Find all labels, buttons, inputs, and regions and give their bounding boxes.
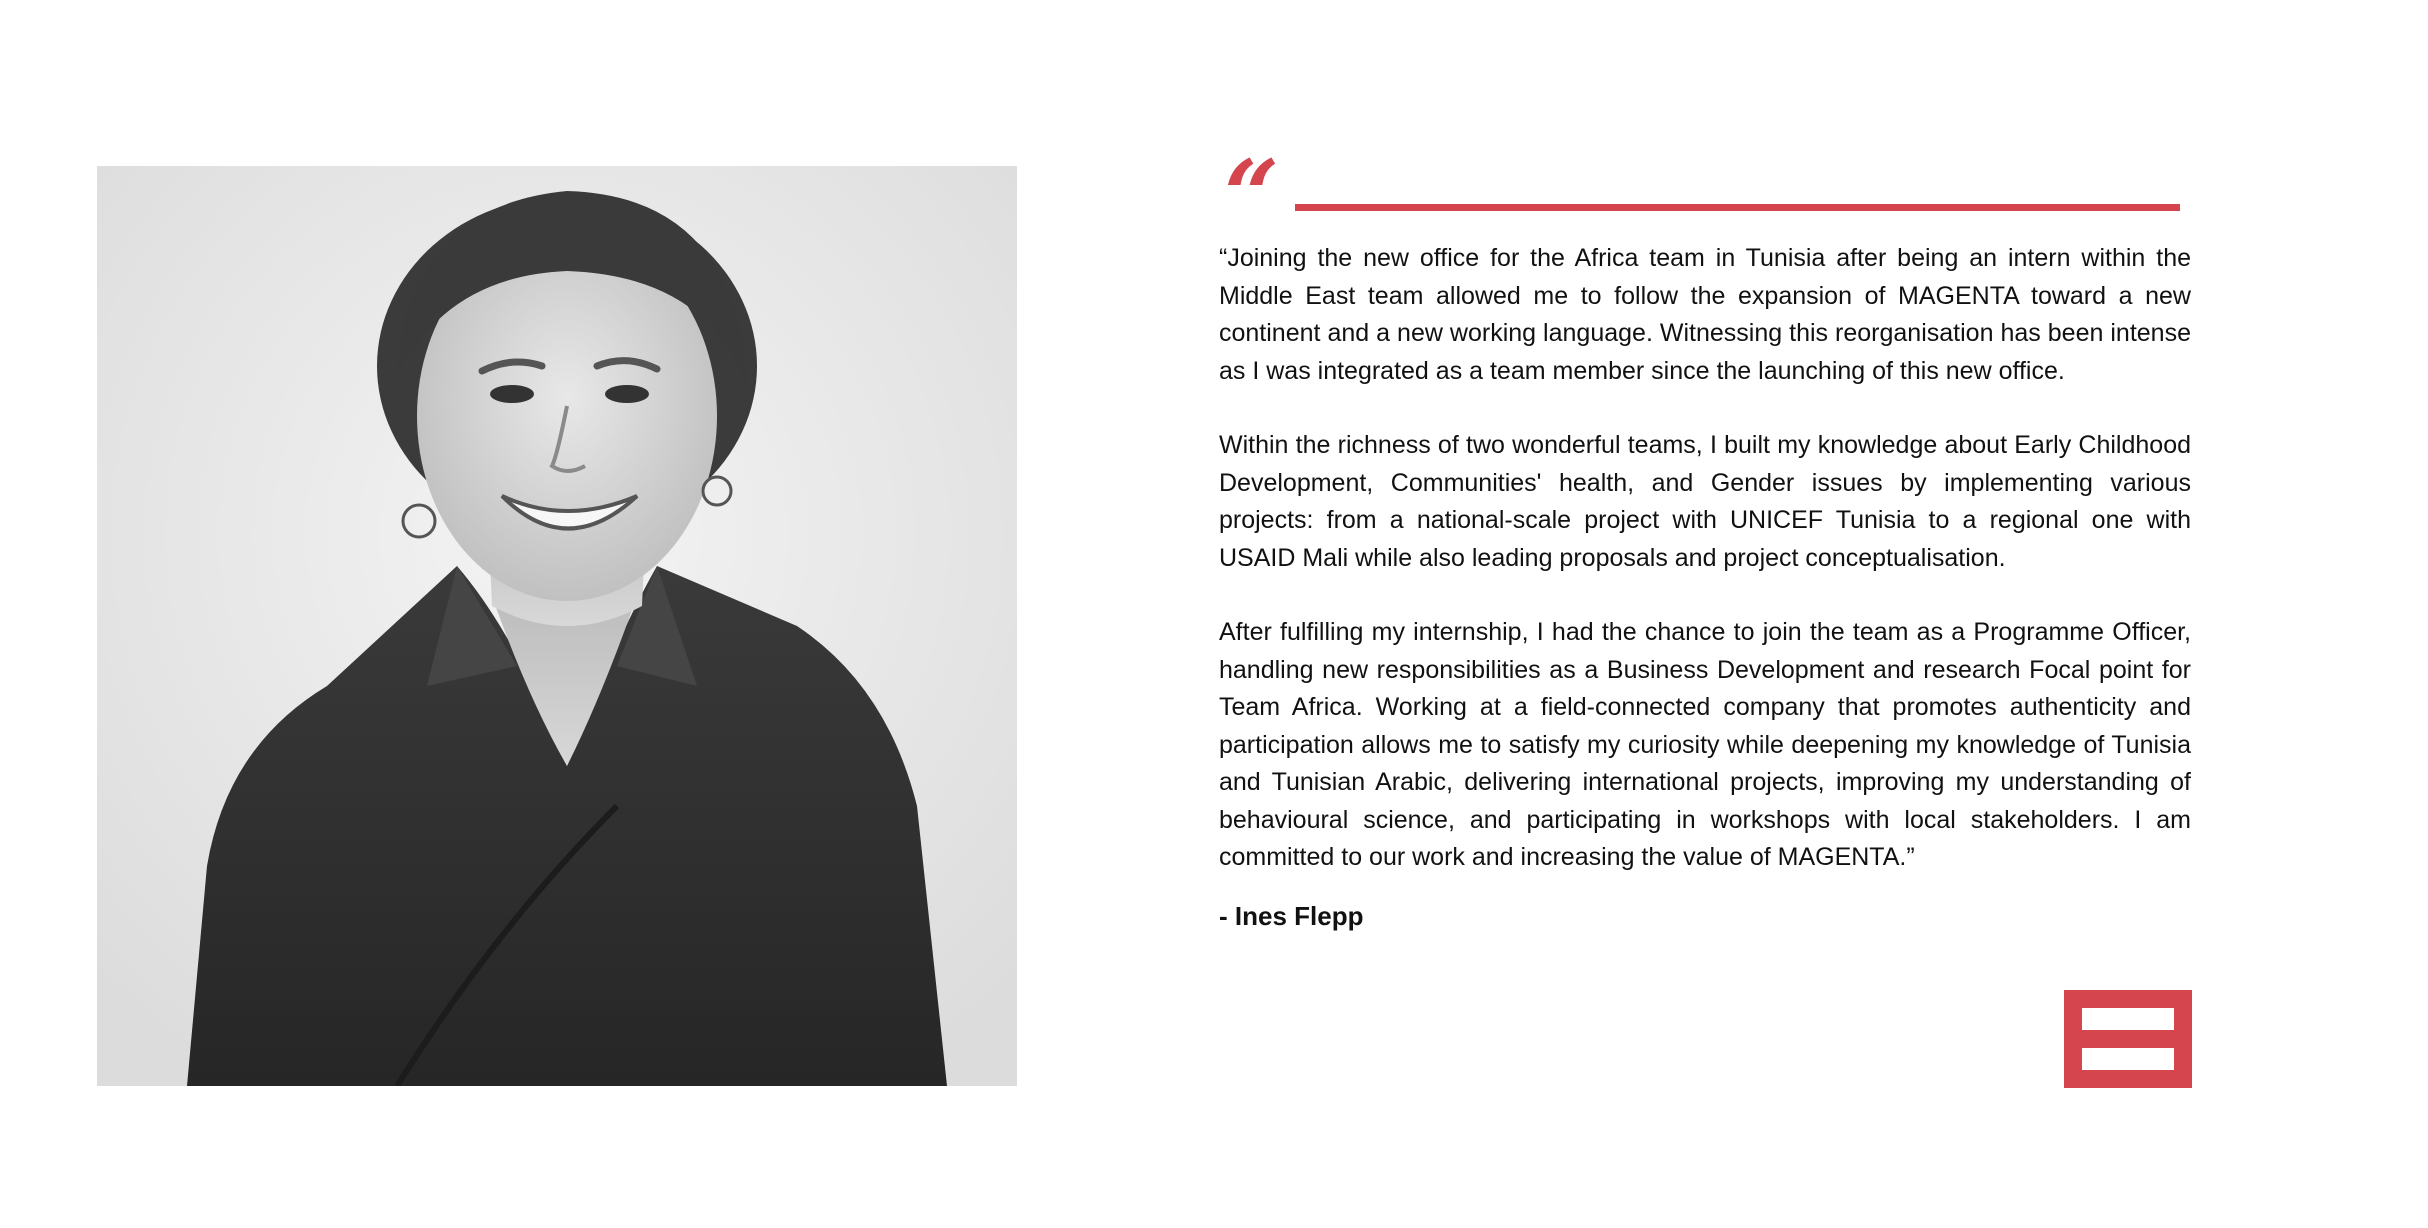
logo-bar-bottom [2082,1048,2174,1070]
quote-paragraph-2: Within the richness of two wonderful teams, I built my knowledge about Early Childhood Development, Communities' health, and Gender issues by implementing various projects: from a national-scale project with UNICEF Tunisia to a regional one with USAID Mali while also leading proposals and project conceptualisation. [1219,431,2191,572]
quote-author: - Ines Flepp [1219,900,1364,931]
quote-divider [1295,204,2180,211]
testimonial-quote [1219,139,2191,932]
logo-bar-top [2082,1008,2174,1030]
magenta-equals-logo [2064,990,2192,1088]
quote-body [1219,240,2191,877]
portrait-photo [97,166,1017,1086]
quote-header [1219,139,2191,252]
quote-paragraph-3: After fulfilling my internship, I had the chance to join the team as a Programme Officer, handling new responsibilities as a Business Development and research Focal point for Team Africa. Working at a field-connected company that promotes authenticity and participation allows me to satisfy my curiosity while deepening my knowledge of Tunisia and Tunisian Arabic, delivering international projects, improving my understanding of behavioural science, and participating in workshops with local stakeholders. I am committed to our work and increasing the value of MAGENTA.” [1219,618,2191,871]
quote-paragraph-1: “Joining the new office for the Africa team in Tunisia after being an intern within the Middle East team allowed me to follow the expansion of MAGENTA toward a new continent and a new working language. Witnessing this reorganisation has been intense as I was integrated as a team member since the launching of this new office. [1219,244,2191,385]
portrait-illustration [97,166,1017,1086]
quote-mark-icon: “ [1224,139,1280,252]
